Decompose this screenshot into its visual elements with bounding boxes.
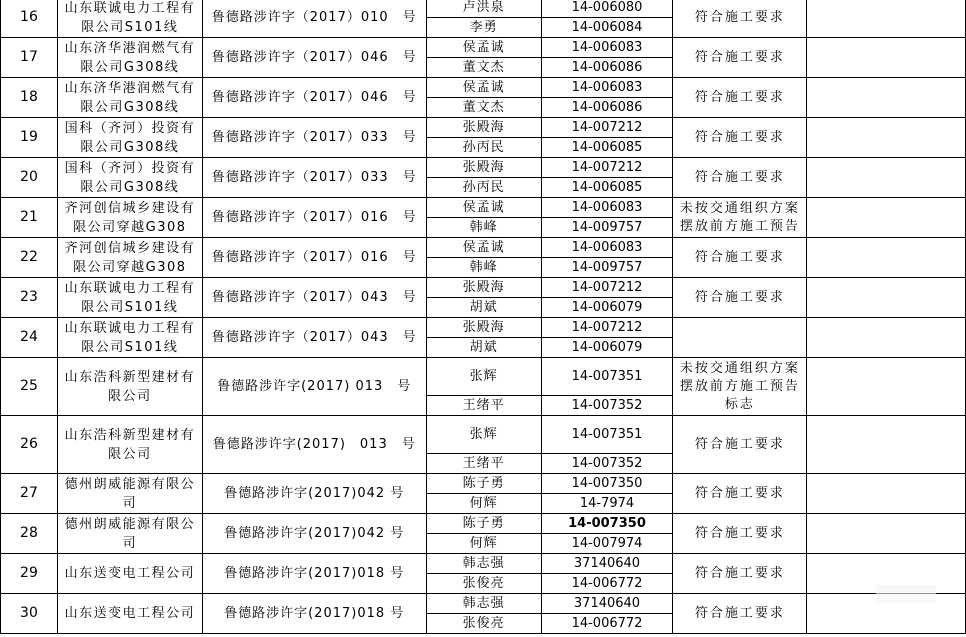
inspection-result-cell — [673, 318, 807, 358]
inspector-name-cell: 胡斌 — [426, 338, 541, 358]
company-cell: 国科（齐河）投资有限公司G308线 — [57, 158, 202, 198]
inspection-result-cell: 符合施工要求 — [673, 238, 807, 278]
inspection-result-cell: 未按交通组织方案摆放前方施工预告 — [673, 198, 807, 238]
inspector-name-cell: 张俊亮 — [426, 614, 541, 634]
company-cell: 山东送变电工程公司 — [57, 594, 202, 634]
remarks-cell — [807, 238, 966, 278]
inspector-name-cell: 张辉 — [426, 416, 541, 454]
row-number-cell: 18 — [1, 78, 58, 118]
row-number-cell: 27 — [1, 474, 58, 514]
permit-number-cell: 鲁德路涉许字(2017)018 号 — [202, 594, 426, 634]
inspection-result-cell: 未按交通组织方案摆放前方施工预告标志 — [673, 358, 807, 416]
permit-number-cell: 鲁德路涉许字（2017）043 号 — [202, 318, 426, 358]
row-number-cell: 29 — [1, 554, 58, 594]
certificate-number-cell: 14-006083 — [541, 78, 673, 98]
table-row — [1, 554, 966, 574]
permit-number-cell: 鲁德路涉许字（2017）033 号 — [202, 158, 426, 198]
watermark-blur — [876, 585, 936, 603]
remarks-cell — [807, 474, 966, 514]
table-row — [1, 278, 966, 298]
inspector-name-cell: 何辉 — [426, 534, 541, 554]
inspector-name-cell: 张俊亮 — [426, 574, 541, 594]
row-number-cell: 26 — [1, 416, 58, 474]
inspector-name-cell: 何辉 — [426, 494, 541, 514]
inspector-name-cell: 胡斌 — [426, 298, 541, 318]
certificate-number-cell: 14-006086 — [541, 58, 673, 78]
inspector-name-cell: 董文杰 — [426, 98, 541, 118]
inspector-name-cell: 张殿海 — [426, 318, 541, 338]
inspector-name-cell: 王绪平 — [426, 396, 541, 416]
table-row — [1, 38, 966, 58]
inspector-name-cell: 韩峰 — [426, 258, 541, 278]
inspector-name-cell: 卢洪泉 — [426, 0, 541, 18]
permit-number-cell: 鲁德路涉许字（2017）016 号 — [202, 238, 426, 278]
table-row — [1, 238, 966, 258]
company-cell: 德州朗威能源有限公司 — [57, 474, 202, 514]
inspector-name-cell: 孙丙民 — [426, 138, 541, 158]
certificate-number-cell: 14-006084 — [541, 18, 673, 38]
inspection-result-cell: 符合施工要求 — [673, 474, 807, 514]
certificate-number-cell: 14-006083 — [541, 38, 673, 58]
permit-number-cell: 鲁德路涉许字（2017）043 号 — [202, 278, 426, 318]
certificate-number-cell: 14-007350 — [541, 474, 673, 494]
permit-number-cell: 鲁德路涉许字(2017)042 号 — [202, 514, 426, 554]
inspection-result-cell: 符合施工要求 — [673, 78, 807, 118]
certificate-number-cell: 37140640 — [541, 554, 673, 574]
remarks-cell — [807, 318, 966, 358]
inspector-name-cell: 董文杰 — [426, 58, 541, 78]
remarks-cell — [807, 78, 966, 118]
table-row — [1, 118, 966, 138]
row-number-cell: 16 — [1, 0, 58, 38]
certificate-number-cell: 14-006083 — [541, 238, 673, 258]
certificate-number-cell: 14-009757 — [541, 258, 673, 278]
inspector-name-cell: 张殿海 — [426, 118, 541, 138]
inspector-name-cell: 李勇 — [426, 18, 541, 38]
remarks-cell — [807, 118, 966, 158]
inspector-name-cell: 陈子勇 — [426, 474, 541, 494]
certificate-number-cell: 14-006080 — [541, 0, 673, 18]
certificate-number-cell: 14-006083 — [541, 198, 673, 218]
company-cell: 齐河创信城乡建设有限公司穿越G308 — [57, 198, 202, 238]
certificate-number-cell: 37140640 — [541, 594, 673, 614]
company-cell: 山东济华港润燃气有限公司G308线 — [57, 38, 202, 78]
certificate-number-cell: 14-007350 — [541, 514, 673, 534]
inspector-name-cell: 侯孟诚 — [426, 198, 541, 218]
inspection-result-cell: 符合施工要求 — [673, 554, 807, 594]
company-cell: 山东送变电工程公司 — [57, 554, 202, 594]
company-cell: 齐河创信城乡建设有限公司穿越G308 — [57, 238, 202, 278]
inspector-name-cell: 侯孟诚 — [426, 78, 541, 98]
inspection-result-cell: 符合施工要求 — [673, 0, 807, 38]
company-cell: 山东联诚电力工程有限公司S101线 — [57, 278, 202, 318]
certificate-number-cell: 14-007974 — [541, 534, 673, 554]
row-number-cell: 28 — [1, 514, 58, 554]
row-number-cell: 21 — [1, 198, 58, 238]
company-cell: 山东联诚电力工程有限公司S101线 — [57, 0, 202, 38]
certificate-number-cell: 14-007352 — [541, 396, 673, 416]
row-number-cell: 30 — [1, 594, 58, 634]
remarks-cell — [807, 278, 966, 318]
permit-number-cell: 鲁德路涉许字(2017) 013 号 — [202, 358, 426, 416]
table-row — [1, 358, 966, 396]
inspection-result-cell: 符合施工要求 — [673, 416, 807, 474]
row-number-cell: 20 — [1, 158, 58, 198]
inspector-name-cell: 侯孟诚 — [426, 38, 541, 58]
inspector-name-cell: 韩志强 — [426, 554, 541, 574]
row-number-cell: 23 — [1, 278, 58, 318]
inspector-name-cell: 侯孟诚 — [426, 238, 541, 258]
inspector-name-cell: 张殿海 — [426, 158, 541, 178]
table-row — [1, 0, 966, 18]
remarks-cell — [807, 38, 966, 78]
row-number-cell: 22 — [1, 238, 58, 278]
certificate-number-cell: 14-006079 — [541, 338, 673, 358]
certificate-number-cell: 14-7974 — [541, 494, 673, 514]
certificate-number-cell: 14-007212 — [541, 158, 673, 178]
table-row — [1, 594, 966, 614]
table-row — [1, 514, 966, 534]
inspector-name-cell: 韩志强 — [426, 594, 541, 614]
inspector-name-cell: 孙丙民 — [426, 178, 541, 198]
certificate-number-cell: 14-006772 — [541, 614, 673, 634]
certificate-number-cell: 14-007351 — [541, 358, 673, 396]
row-number-cell: 17 — [1, 38, 58, 78]
inspection-result-cell: 符合施工要求 — [673, 158, 807, 198]
permit-number-cell: 鲁德路涉许字（2017）016 号 — [202, 198, 426, 238]
permit-number-cell: 鲁德路涉许字(2017)042 号 — [202, 474, 426, 514]
row-number-cell: 25 — [1, 358, 58, 416]
company-cell: 山东浩科新型建材有限公司 — [57, 358, 202, 416]
row-number-cell: 24 — [1, 318, 58, 358]
inspector-name-cell: 张辉 — [426, 358, 541, 396]
certificate-number-cell: 14-007212 — [541, 318, 673, 338]
certificate-number-cell: 14-006772 — [541, 574, 673, 594]
remarks-cell — [807, 158, 966, 198]
permit-number-cell: 鲁德路涉许字(2017) 013 号 — [202, 416, 426, 474]
table-row — [1, 158, 966, 178]
inspector-name-cell: 王绪平 — [426, 454, 541, 474]
inspector-name-cell: 张殿海 — [426, 278, 541, 298]
certificate-number-cell: 14-009757 — [541, 218, 673, 238]
inspection-result-cell: 符合施工要求 — [673, 514, 807, 554]
certificate-number-cell: 14-006085 — [541, 178, 673, 198]
inspection-result-cell: 符合施工要求 — [673, 278, 807, 318]
permit-number-cell: 鲁德路涉许字（2017）046 号 — [202, 38, 426, 78]
remarks-cell — [807, 416, 966, 474]
table-row — [1, 416, 966, 454]
inspection-result-cell: 符合施工要求 — [673, 38, 807, 78]
inspector-name-cell: 陈子勇 — [426, 514, 541, 534]
row-number-cell: 19 — [1, 118, 58, 158]
certificate-number-cell: 14-007212 — [541, 118, 673, 138]
certificate-number-cell: 14-007212 — [541, 278, 673, 298]
remarks-cell — [807, 358, 966, 416]
company-cell: 国科（齐河）投资有限公司G308线 — [57, 118, 202, 158]
table-row — [1, 198, 966, 218]
certificate-number-cell: 14-006086 — [541, 98, 673, 118]
inspector-name-cell: 韩峰 — [426, 218, 541, 238]
company-cell: 山东联诚电力工程有限公司S101线 — [57, 318, 202, 358]
permit-number-cell: 鲁德路涉许字（2017）033 号 — [202, 118, 426, 158]
company-cell: 山东浩科新型建材有限公司 — [57, 416, 202, 474]
remarks-cell — [807, 198, 966, 238]
remarks-cell — [807, 514, 966, 554]
company-cell: 德州朗威能源有限公司 — [57, 514, 202, 554]
remarks-cell — [807, 0, 966, 38]
permit-number-cell: 鲁德路涉许字（2017）010 号 — [202, 0, 426, 38]
inspection-result-cell: 符合施工要求 — [673, 594, 807, 634]
certificate-number-cell: 14-006079 — [541, 298, 673, 318]
permit-number-cell: 鲁德路涉许字(2017)018 号 — [202, 554, 426, 594]
table-row — [1, 78, 966, 98]
inspection-result-cell: 符合施工要求 — [673, 118, 807, 158]
permit-number-cell: 鲁德路涉许字（2017）046 号 — [202, 78, 426, 118]
certificate-number-cell: 14-006085 — [541, 138, 673, 158]
company-cell: 山东济华港润燃气有限公司G308线 — [57, 78, 202, 118]
table-row — [1, 474, 966, 494]
table-row — [1, 318, 966, 338]
certificate-number-cell: 14-007351 — [541, 416, 673, 454]
certificate-number-cell: 14-007352 — [541, 454, 673, 474]
